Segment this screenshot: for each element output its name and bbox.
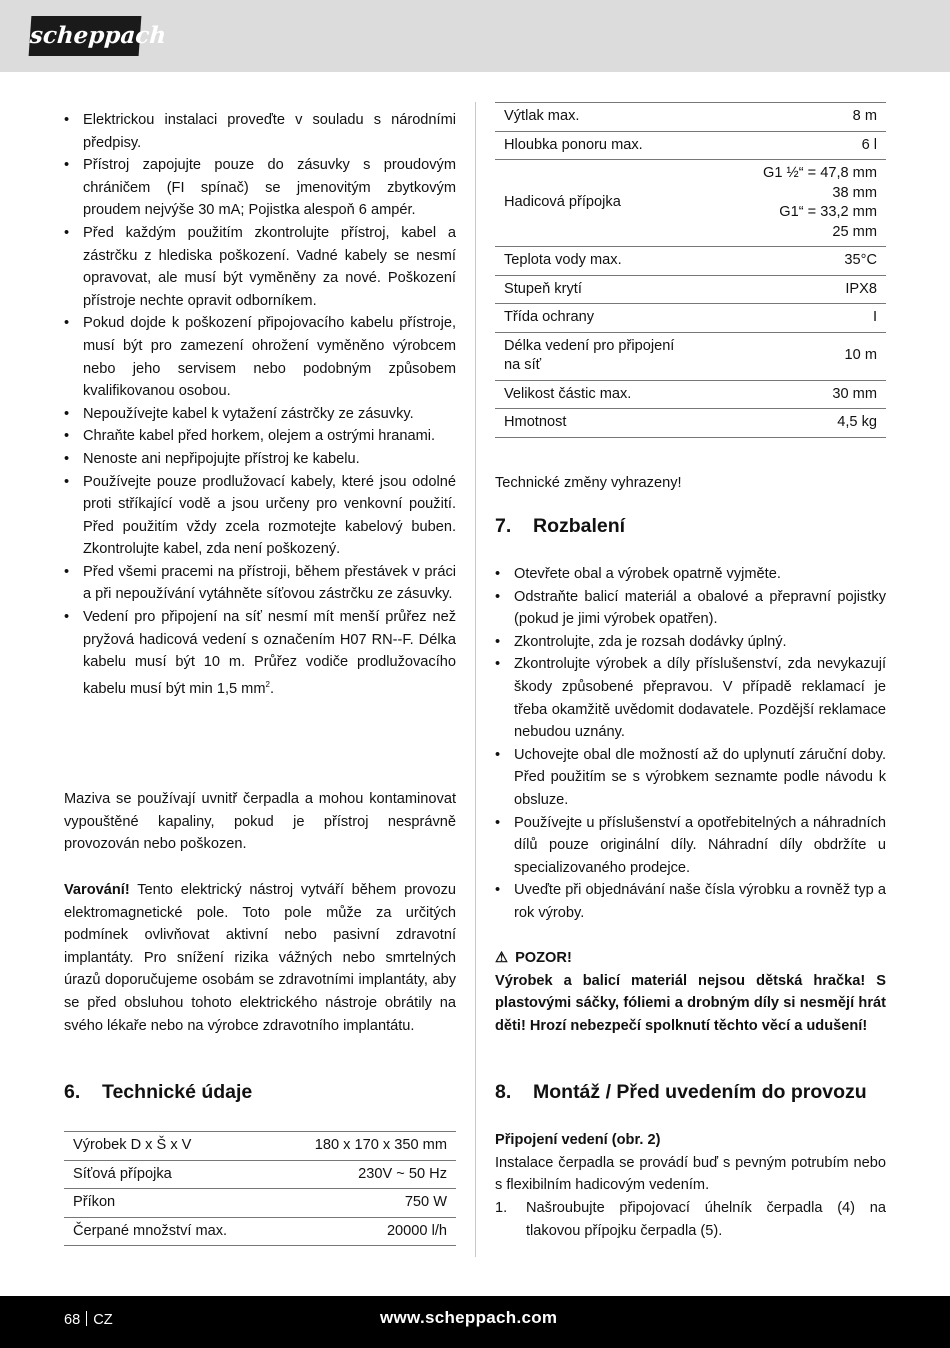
table-row bbox=[64, 1160, 456, 1189]
spec-label: Příkon bbox=[64, 1189, 273, 1218]
spec-label: Výrobek D x Š x V bbox=[64, 1132, 273, 1161]
caution-text: Výrobek a balicí materiál nejsou dětská hračka! S plastovými sáčky, fóliemi a drobným díly si nesmějí hrát děti! Hrozí nebezpečí spolknutí těchto věcí a udušení! bbox=[495, 972, 886, 1034]
table-row bbox=[495, 131, 886, 160]
column-divider bbox=[475, 102, 476, 1257]
table-row bbox=[495, 160, 886, 247]
list-item: • Před každým použitím zkontrolujte přístroj, kabel a zástrčku z hlediska poškození. Vadné kabely se nesmí opravovat, ale musí být vyměněny za nové. Poškození přístroje nechte opravit odborníkem. bbox=[64, 222, 456, 312]
table-row bbox=[495, 409, 886, 438]
spec-table-left bbox=[64, 1131, 456, 1246]
section-title: Montáž / Před uvedením do provozu bbox=[533, 1081, 867, 1103]
spec-label: Teplota vody max. bbox=[495, 247, 725, 276]
spec-value: 180 x 170 x 350 mm bbox=[273, 1132, 456, 1161]
list-item: • Přístroj zapojujte pouze do zásuvky s proudovým chráničem (FI spínač) se jmenovitým zbytkovým proudem nejvýše 30 mA; Pojistka alespoň 6 ampér. bbox=[64, 154, 456, 222]
list-item: • Odstraňte balicí materiál a obalové a přepravní pojistky (pokud je jimi výrobek opatřen). bbox=[495, 586, 886, 631]
spec-label: Hmotnost bbox=[495, 409, 725, 438]
step-text: Našroubujte připojovací úhelník čerpadla (4) na tlakovou přípojku čerpadla (5). bbox=[526, 1200, 886, 1239]
scheppach-logo: scheppach bbox=[29, 16, 142, 56]
section-8-heading bbox=[495, 1081, 867, 1104]
spec-label: Velikost částic max. bbox=[495, 380, 725, 409]
spec-value: 4,5 kg bbox=[725, 409, 886, 438]
spec-label: Hadicová přípojka bbox=[495, 160, 725, 247]
list-item: • Uchovejte obal dle možností až do uplynutí záruční doby. Před použitím se s výrobkem seznamte podle návodu k obsluze. bbox=[495, 744, 886, 812]
spec-value bbox=[725, 160, 886, 247]
table-row bbox=[495, 332, 886, 380]
spec-value: 8 m bbox=[725, 103, 886, 132]
footer-bar bbox=[0, 1296, 950, 1348]
page-indicator bbox=[64, 1311, 113, 1328]
spec-label: Čerpané množství max. bbox=[64, 1217, 273, 1246]
spec-value: 20000 l/h bbox=[273, 1217, 456, 1246]
spec-value: 750 W bbox=[273, 1189, 456, 1218]
warning-text: Tento elektrický nástroj vytváří během provozu elektromagnetické pole. Toto pole může za určitých podmínek ovlivňovat aktivní nebo pasivní zdravotní implantáty. Pro snížení rizika vážných nebo smrtelných úrazů doporučujeme osobám se zdravotními implantáty, aby se před obsluhou tohoto elektrického nástroje obrátily na svého lékaře nebo na výrobce zdravotního implantátu. bbox=[64, 882, 456, 1034]
section-number: 8. bbox=[495, 1081, 512, 1103]
warning-triangle-icon: ⚠ bbox=[495, 950, 509, 966]
caution-title: POZOR! bbox=[515, 950, 572, 966]
list-item: • Pokud dojde k poškození připojovacího kabelu přístroje, musí být pro zamezení ohrožení vyměněno výrobcem nebo jeho servisem nebo podobným způsobem kvalifikovanou osobou. bbox=[64, 312, 456, 402]
list-item: • Nenoste ani nepřipojujte přístroj ke kabelu. bbox=[64, 448, 456, 471]
list-item: • Chraňte kabel před horkem, olejem a ostrými hranami. bbox=[64, 425, 456, 448]
section-7-heading bbox=[495, 515, 625, 538]
safety-bullet-list bbox=[64, 109, 456, 700]
list-item bbox=[64, 606, 456, 700]
spec-value: IPX8 bbox=[725, 275, 886, 304]
step-number: 1. bbox=[495, 1200, 508, 1216]
caution-block bbox=[495, 947, 886, 1037]
table-row bbox=[64, 1217, 456, 1246]
spec-label: Třída ochrany bbox=[495, 304, 725, 333]
superscript-2: 2 bbox=[265, 679, 270, 689]
sentence-end: . bbox=[269, 680, 275, 697]
hose-value-line: G1“ = 33,2 mm bbox=[779, 204, 877, 220]
table-row bbox=[495, 275, 886, 304]
table-row bbox=[64, 1132, 456, 1161]
tech-changes-note: Technické změny vyhrazeny! bbox=[495, 475, 682, 491]
caution-heading bbox=[495, 947, 886, 970]
spec-label: Hloubka ponoru max. bbox=[495, 131, 725, 160]
language-code: CZ bbox=[93, 1312, 113, 1328]
connection-heading: Připojení vedení (obr. 2) bbox=[495, 1132, 661, 1148]
list-item bbox=[495, 1197, 886, 1242]
table-row bbox=[495, 103, 886, 132]
steps-list bbox=[495, 1197, 886, 1242]
spec-label bbox=[495, 332, 725, 380]
warning-label: Varování! bbox=[64, 882, 130, 898]
unpack-bullet-list bbox=[495, 563, 886, 925]
hose-value-line: 25 mm bbox=[832, 223, 877, 240]
table-row bbox=[495, 304, 886, 333]
list-item: • Otevřete obal a výrobek opatrně vyjměte. bbox=[495, 563, 886, 586]
spec-value: 30 mm bbox=[725, 380, 886, 409]
list-item: • Před všemi pracemi na přístroji, během přestávek v práci a při nepoužívání vytáhněte síťovou zástrčku ze zásuvky. bbox=[64, 561, 456, 606]
footer-separator bbox=[86, 1311, 87, 1326]
spec-label-line: Délka vedení pro připojení bbox=[504, 337, 675, 354]
section-number: 7. bbox=[495, 515, 512, 537]
website-link[interactable]: www.scheppach.com bbox=[380, 1308, 558, 1327]
spec-value: I bbox=[725, 304, 886, 333]
cable-cross-section-text: Vedení pro připojení na síť nesmí mít menší průřez než pryžová hadicová vedení s označením H07 RN--F. Délka kabelu musí být 10 m. Průřez vodiče prodlužovacího kabelu musí být min 1,5 mm bbox=[83, 609, 456, 697]
list-item: • Nepoužívejte kabel k vytažení zástrčky ze zásuvky. bbox=[64, 403, 456, 426]
hose-value-line: 38 mm bbox=[832, 184, 877, 201]
connection-block bbox=[495, 1129, 886, 1197]
hose-value-line: G1 ½“ = 47,8 mm bbox=[763, 165, 877, 181]
spec-label: Síťová přípojka bbox=[64, 1160, 273, 1189]
list-item: • Používejte pouze prodlužovací kabely, které jsou odolné proti stříkající vodě a jsou určeny pro venkovní použití. Před použitím vždy zcela rozmotejte kabelový buben. Zkontrolujte kabel, zda není poškozený. bbox=[64, 471, 456, 561]
spec-table-right bbox=[495, 102, 886, 438]
spec-label: Výtlak max. bbox=[495, 103, 725, 132]
warning-paragraph bbox=[64, 879, 456, 1037]
spec-value: 230V ~ 50 Hz bbox=[273, 1160, 456, 1189]
spec-label-line: na síť bbox=[504, 357, 542, 373]
section-number: 6. bbox=[64, 1081, 81, 1103]
section-6-heading bbox=[64, 1081, 252, 1104]
spec-value: 10 m bbox=[725, 332, 886, 380]
list-item: • Používejte u příslušenství a opotřebitelných a náhradních dílů pouze originální díly. Náhradní díly obdržíte u specializovaného prodejce. bbox=[495, 812, 886, 880]
table-row bbox=[495, 247, 886, 276]
list-item: • Elektrickou instalaci proveďte v souladu s národními předpisy. bbox=[64, 109, 456, 154]
spec-value: 6 l bbox=[725, 131, 886, 160]
table-row bbox=[64, 1189, 456, 1218]
section-title: Rozbalení bbox=[533, 515, 626, 537]
page-number: 68 bbox=[64, 1312, 81, 1328]
table-row bbox=[495, 380, 886, 409]
section-title: Technické údaje bbox=[102, 1081, 253, 1103]
list-item: • Zkontrolujte výrobek a díly příslušenství, zda nevykazují škody způsobené přepravou. V případě reklamací je třeba okamžitě uvědomit dodavatele. Pozdější reklamace nebudou uznány. bbox=[495, 653, 886, 743]
lubricant-paragraph: Maziva se používají uvnitř čerpadla a mohou kontaminovat vypouštěné kapaliny, pokud je přístroj nesprávně provozován nebo poškozen. bbox=[64, 791, 456, 853]
connection-text: Instalace čerpadla se provádí buď s pevným potrubím nebo s flexibilním hadicovým vedením. bbox=[495, 1154, 886, 1194]
list-item: • Zkontrolujte, zda je rozsah dodávky úplný. bbox=[495, 631, 886, 654]
spec-label: Stupeň krytí bbox=[495, 275, 725, 304]
header-bar bbox=[0, 0, 950, 72]
spec-value: 35°C bbox=[725, 247, 886, 276]
list-item: • Uveďte při objednávání naše čísla výrobku a rovněž typ a rok výroby. bbox=[495, 879, 886, 924]
